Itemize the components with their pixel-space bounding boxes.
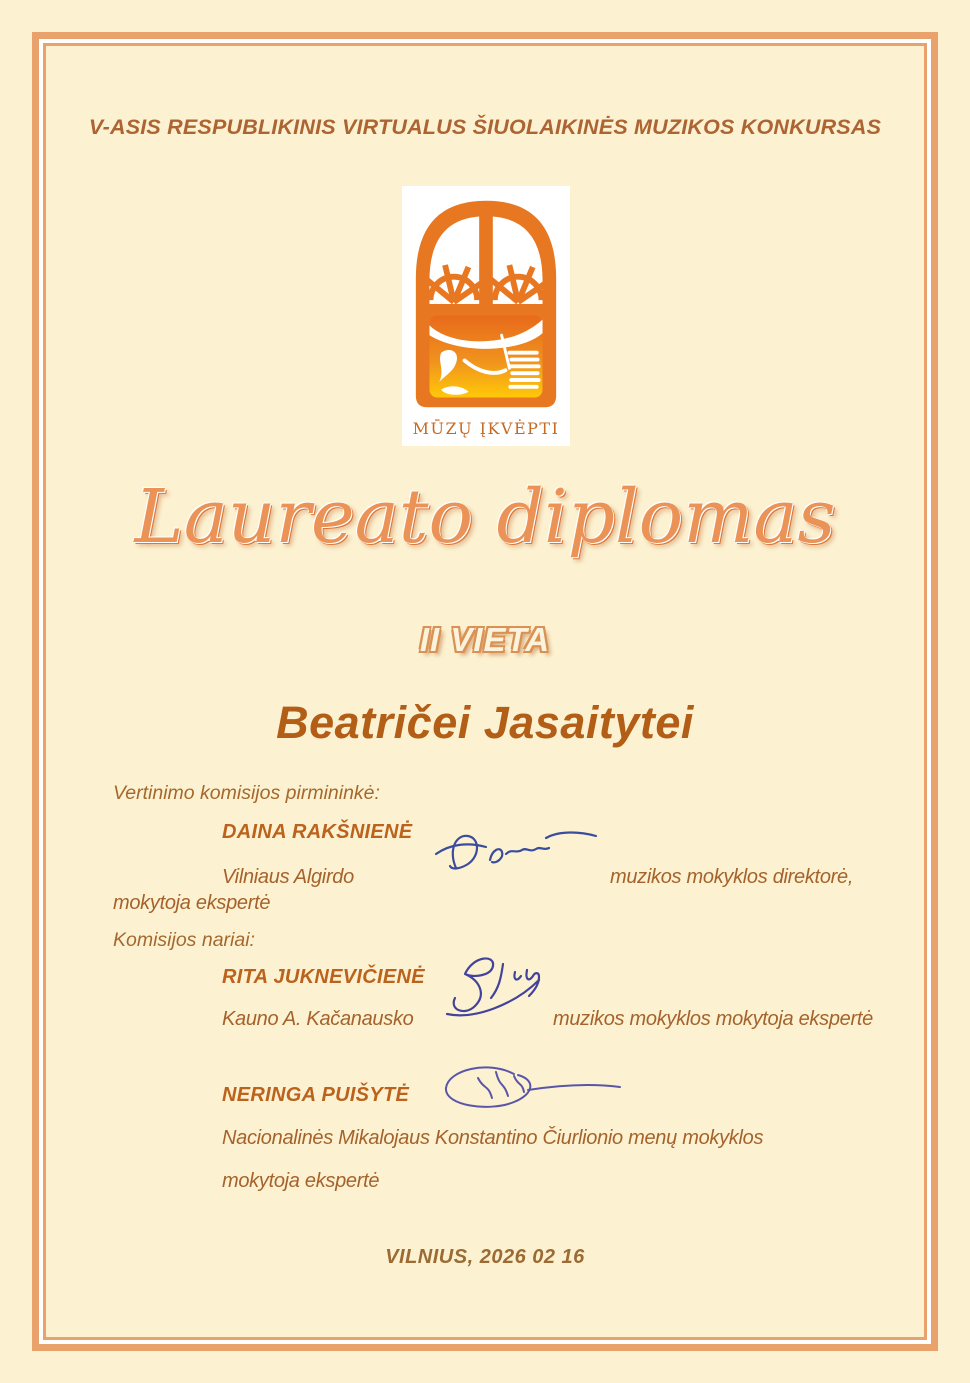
member-1-affiliation-left: Kauno A. Kačanausko (222, 1008, 414, 1030)
members-label: Komisijos nariai: (113, 929, 255, 951)
arched-window-logo-icon (408, 189, 564, 418)
muzu-ikvepti-logo (402, 186, 570, 446)
chair-affiliation-wrap: mokytoja ekspertė (113, 892, 271, 914)
logo-caption: MŪZŲ ĮKVĖPTI (412, 419, 560, 438)
member-2-affiliation-line2: mokytoja ekspertė (222, 1170, 380, 1192)
competition-title: V-ASIS RESPUBLIKINIS VIRTUALUS ŠIUOLAIKINĖS MUZIKOS KONKURSAS (88, 115, 882, 139)
chair-label: Vertinimo komisijos pirmininkė: (113, 782, 380, 804)
diploma-title: Laureato diplomas (134, 474, 836, 560)
member-1-name: RITA JUKNEVIČIENĖ (222, 966, 425, 988)
member-1-affiliation-right: muzikos mokyklos mokytoja ekspertė (553, 1008, 873, 1030)
place-award: II VIETA (419, 621, 551, 658)
member-2-affiliation-line1: Nacionalinės Mikalojaus Konstantino Čiurlionio menų mokyklos (222, 1127, 764, 1149)
signature-rita-jukneviciene (435, 944, 561, 1018)
chair-name: DAINA RAKŠNIENĖ (222, 821, 413, 843)
chair-affiliation-left: Vilniaus Algirdo (222, 866, 354, 888)
chair-affiliation-right: muzikos mokyklos direktorė, (610, 866, 854, 888)
recipient-name: Beatričei Jasaitytei (276, 697, 694, 748)
signature-daina-raksniene (428, 820, 608, 884)
member-2-name: NERINGA PUIŠYTĖ (222, 1084, 410, 1106)
place-and-date: VILNIUS, 2026 02 16 (385, 1246, 585, 1268)
signature-neringa-puisyte (418, 1056, 626, 1118)
